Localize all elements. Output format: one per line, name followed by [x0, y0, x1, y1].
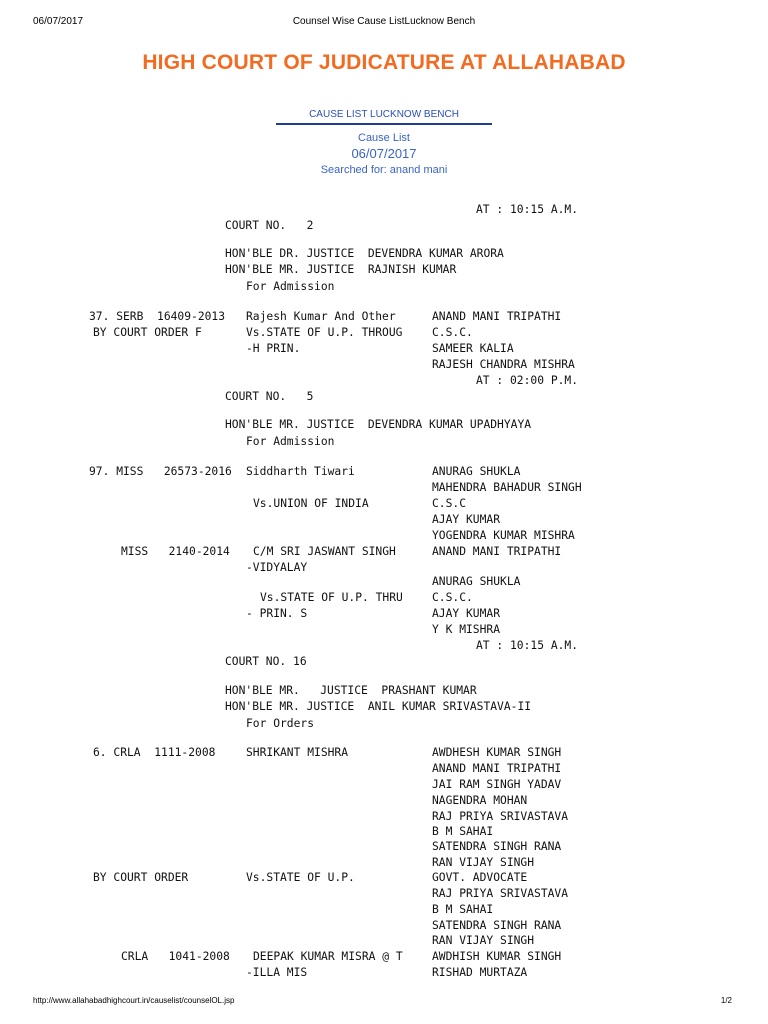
party-name: -ILLA MIS	[246, 966, 308, 979]
party-name: -VIDYALAY	[246, 561, 308, 574]
counsel-name: AJAY KUMAR	[432, 607, 501, 620]
counsel-name: B M SAHAI	[432, 825, 494, 838]
print-page-title: Counsel Wise Cause ListLucknow Bench	[292, 16, 476, 27]
case-number: 6. CRLA 1111-2008	[93, 746, 216, 759]
counsel-name: AJAY KUMAR	[432, 513, 501, 526]
counsel-name: AWDHESH KUMAR SINGH	[432, 746, 562, 759]
counsel-name: JAI RAM SINGH YADAV	[432, 778, 562, 791]
party-name: Rajesh Kumar And Other	[246, 310, 396, 323]
counsel-name: ANAND MANI TRIPATHI	[432, 762, 562, 775]
party-name: Vs.STATE OF U.P. THRU	[260, 591, 403, 604]
counsel-name: C.S.C	[432, 497, 467, 510]
case-note: BY COURT ORDER F	[93, 326, 202, 339]
counsel-name: AWDHISH KUMAR SINGH	[432, 950, 562, 963]
counsel-name: RAJESH CHANDRA MISHRA	[432, 358, 575, 371]
search-term-label: Searched for: anand mani	[320, 164, 448, 176]
court-number: COURT NO. 16	[225, 655, 307, 668]
counsel-name: RAN VIJAY SINGH	[432, 856, 535, 869]
counsel-name: ANAND MANI TRIPATHI	[432, 545, 562, 558]
counsel-name: NAGENDRA MOHAN	[432, 794, 528, 807]
print-date: 06/07/2017	[33, 16, 84, 27]
hearing-type: For Orders	[246, 717, 315, 730]
case-number: 97. MISS 26573-2016	[89, 465, 232, 478]
court-number: COURT NO. 5	[225, 390, 314, 403]
party-name: DEEPAK KUMAR MISRA @ T	[253, 950, 403, 963]
cause-list-label: Cause List	[358, 132, 410, 144]
party-name: Siddharth Tiwari	[246, 465, 355, 478]
print-url: http://www.allahabadhighcourt.in/causelist/counselOL.jsp	[33, 996, 235, 1005]
counsel-name: C.S.C.	[432, 326, 473, 339]
case-number: CRLA 1041-2008	[121, 950, 230, 963]
counsel-name: SATENDRA SINGH RANA	[432, 840, 562, 853]
counsel-name: SAMEER KALIA	[432, 342, 514, 355]
bench-judge: HON'BLE MR. JUSTICE RAJNISH KUMAR	[225, 263, 457, 276]
time-label: AT : 10:15 A.M.	[476, 203, 579, 216]
court-number: COURT NO. 2	[225, 219, 314, 232]
page-number: 1/2	[720, 996, 732, 1005]
bench-judge: HON'BLE MR. JUSTICE ANIL KUMAR SRIVASTAVA-II	[225, 700, 532, 713]
party-name: Vs.STATE OF U.P.	[246, 871, 355, 884]
counsel-name: ANAND MANI TRIPATHI	[432, 310, 562, 323]
counsel-name: RAN VIJAY SINGH	[432, 934, 535, 947]
counsel-name: GOVT. ADVOCATE	[432, 871, 528, 884]
hearing-type: For Admission	[246, 280, 335, 293]
counsel-name: RAJ PRIYA SRIVASTAVA	[432, 887, 569, 900]
counsel-name: Y K MISHRA	[432, 623, 501, 636]
party-name: -H PRIN.	[246, 342, 301, 355]
case-number: MISS 2140-2014	[121, 545, 230, 558]
counsel-name: RAJ PRIYA SRIVASTAVA	[432, 810, 569, 823]
counsel-name: ANURAG SHUKLA	[432, 465, 521, 478]
party-name: SHRIKANT MISHRA	[246, 746, 349, 759]
bench-label: CAUSE LIST LUCKNOW BENCH	[276, 109, 492, 125]
hearing-type: For Admission	[246, 435, 335, 448]
counsel-name: B M SAHAI	[432, 903, 494, 916]
counsel-name: C.S.C.	[432, 591, 473, 604]
bench-judge: HON'BLE DR. JUSTICE DEVENDRA KUMAR ARORA	[225, 247, 504, 260]
time-label: AT : 02:00 P.M.	[476, 374, 579, 387]
counsel-name: YOGENDRA KUMAR MISHRA	[432, 529, 575, 542]
court-title: HIGH COURT OF JUDICATURE AT ALLAHABAD	[142, 51, 626, 74]
time-label: AT : 10:15 A.M.	[476, 639, 579, 652]
bench-judge: HON'BLE MR. JUSTICE DEVENDRA KUMAR UPADHYAYA	[225, 418, 532, 431]
party-name: C/M SRI JASWANT SINGH	[253, 545, 396, 558]
bench-judge: HON'BLE MR. JUSTICE PRASHANT KUMAR	[225, 684, 477, 697]
party-name: Vs.UNION OF INDIA	[253, 497, 369, 510]
case-number: 37. SERB 16409-2013	[89, 310, 226, 323]
case-note: BY COURT ORDER	[93, 871, 189, 884]
cause-list-date: 06/07/2017	[351, 146, 417, 161]
counsel-name: RISHAD MURTAZA	[432, 966, 528, 979]
party-name: - PRIN. S	[246, 607, 308, 620]
counsel-name: SATENDRA SINGH RANA	[432, 919, 562, 932]
party-name: Vs.STATE OF U.P. THROUG	[246, 326, 403, 339]
counsel-name: MAHENDRA BAHADUR SINGH	[432, 481, 582, 494]
counsel-name: ANURAG SHUKLA	[432, 575, 521, 588]
